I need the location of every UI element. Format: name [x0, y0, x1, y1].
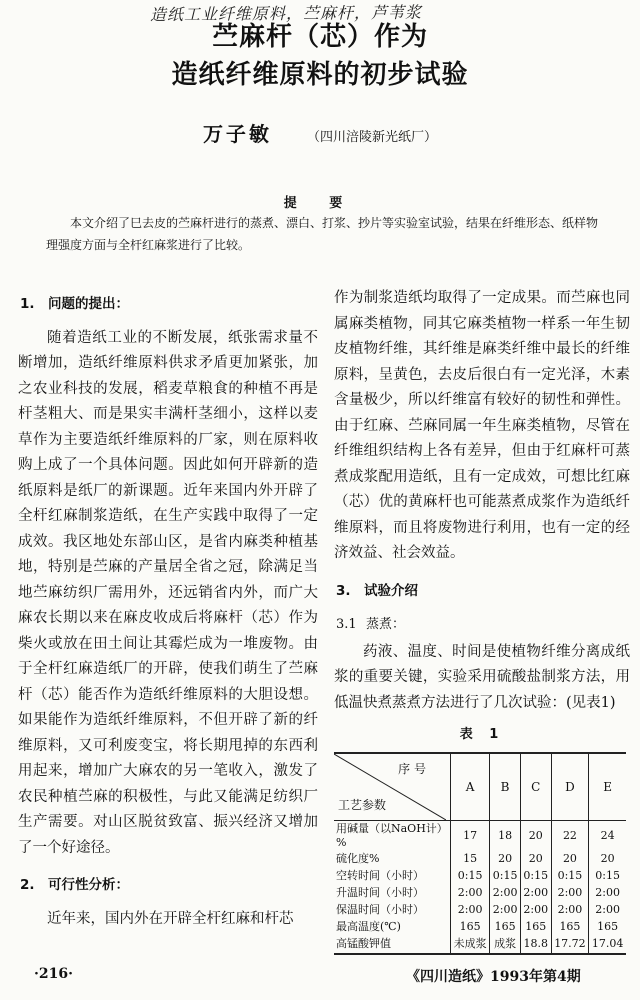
- column-header: A: [451, 753, 490, 821]
- page-number: ·216·: [34, 966, 73, 982]
- table-cell: 未成浆: [451, 936, 490, 954]
- table-cell: 0:15: [589, 868, 626, 885]
- table-cell: 2:00: [490, 885, 521, 902]
- table-cell: 2:00: [520, 885, 551, 902]
- subsection-title: 蒸煮：: [366, 617, 406, 632]
- table-row: [334, 919, 626, 936]
- section-heading-2: [20, 873, 318, 899]
- table-cell: 20: [520, 820, 551, 851]
- table-row: [334, 868, 626, 885]
- paragraph-feasibility-start: 近年来，国内外在开辟全杆红麻和杆芯: [47, 910, 294, 927]
- journal-citation: 《四川造纸》1993年第4期: [406, 969, 581, 985]
- section-number: 1.: [20, 296, 35, 312]
- table-cell: 2:00: [490, 902, 521, 919]
- title-block: [0, 18, 640, 94]
- row-label: 高锰酸钾值: [334, 936, 451, 954]
- paragraph-feasibility-continued: 作为制浆造纸均取得了一定成果。而苎麻也同属麻类植物，同其它麻类植物一样系一年生韧皮植物纤维，其纤维是麻类纤维中最长的纤维原料，呈黄色，去皮后很白有一定光泽，木素含量极少，所以纤维富有较好的韧性和弹性。由于红麻、苎麻同属一年生麻类植物，尽管在纤维组织结构上各有差异，但由于红麻杆可蒸煮成浆配用造纸，且有一定成效，可想比红麻（芯）优的黄麻杆也可能蒸煮成浆作为造纸纤维原料，而且将废物进行利用，也有一定的经济效益、社会效益。: [334, 290, 630, 561]
- table-cell: 2:00: [551, 902, 589, 919]
- author-affiliation: （四川涪陵新光纸厂）: [307, 130, 438, 145]
- title-line-1: 苎麻杆（芯）作为: [211, 22, 428, 52]
- right-column: [334, 284, 630, 955]
- table-cell: 15: [451, 851, 490, 868]
- abstract-heading: 提 要: [283, 196, 357, 211]
- column-header: E: [589, 753, 626, 821]
- column-header: B: [490, 753, 521, 821]
- section-heading-3: [336, 579, 630, 605]
- table-cell: 2:00: [451, 885, 490, 902]
- table-row: [334, 851, 626, 868]
- table-cell: 24: [589, 820, 626, 851]
- title-line-2: 造纸纤维原料的初步试验: [171, 60, 469, 90]
- table-row: [334, 885, 626, 902]
- table-cell: 17.72: [551, 936, 589, 954]
- table-cell: 20: [520, 851, 551, 868]
- table-cell: 2:00: [589, 902, 626, 919]
- author-row: [0, 118, 640, 147]
- corner-label-top: 序 号: [398, 761, 426, 776]
- table-row: [334, 820, 626, 851]
- table-cell: 0:15: [451, 868, 490, 885]
- table-cell: 18.8: [520, 936, 551, 954]
- table-cell: 20: [551, 851, 589, 868]
- row-label: 升温时间（小时）: [336, 886, 424, 899]
- table-cell: 0:15: [520, 868, 551, 885]
- abstract-text: 本文介绍了巳去皮的苎麻杆进行的蒸煮、漂白、打浆、抄片等实验室试验，结果在纤维形态、纸样物理强度方面与全杆红麻浆进行了比较。: [46, 216, 599, 252]
- table-cell: 成浆: [490, 936, 521, 954]
- table-row: [334, 936, 626, 954]
- handwritten-annotation: 造纸工业纤维原料，苎麻杆，芦苇浆: [149, 2, 423, 25]
- table-cell: 165: [589, 919, 626, 936]
- table-cell: 20: [589, 851, 626, 868]
- table-cell: 165: [520, 919, 551, 936]
- row-label: 空转时间（小时）: [336, 869, 424, 882]
- cooking-parameters-table: [334, 752, 626, 955]
- section-title: 可行性分析：: [48, 877, 129, 893]
- table-cell: 18: [490, 820, 521, 851]
- table-corner-cell: [334, 753, 451, 821]
- corner-label-bottom: 工艺参数: [338, 797, 387, 812]
- row-label: 用碱量（以NaOH计）%: [336, 821, 448, 849]
- table-caption: 表 1: [459, 727, 505, 742]
- section-number: 3.: [336, 582, 351, 599]
- table-cell: 0:15: [490, 868, 521, 885]
- table-row: [334, 902, 626, 919]
- subsection-heading-3-1: [336, 612, 630, 638]
- table-cell: 22: [551, 820, 589, 851]
- row-label: 硫化度%: [336, 852, 380, 865]
- table-cell: 0:15: [551, 868, 589, 885]
- table-cell: 20: [490, 851, 521, 868]
- table-cell: 165: [451, 919, 490, 936]
- section-title: 问题的提出：: [48, 296, 129, 312]
- table-header-row: [334, 753, 626, 821]
- section-heading-1: [20, 292, 318, 318]
- row-label: 最高温度(℃): [336, 920, 401, 933]
- author-name: 万子敏: [202, 122, 272, 146]
- table-cell: 2:00: [451, 902, 490, 919]
- table-cell: 165: [490, 919, 521, 936]
- paragraph-problem: 随着造纸工业的不断发展，纸张需求量不断增加，造纸纤维原料供求矛盾更加紧张，加之农业科技的发展，稻麦草粮食的种植不再是杆茎粗大、而是果实丰满杆茎细小，这样以麦草作为主要造纸纤维原料的厂家，则在原料收购上成了一个具体问题。因此如何开辟新的造纸原料是纸厂的新课题。近年来国内外开辟了全杆红麻制浆造纸，在生产实践中取得了一定成效。我区地处东部山区，是省内麻类种植基地，特别是苎麻的产量居全省之冠，除满足当地苎麻纺织厂需用外，还远销省内外，而广大麻农长期以来在麻皮收成后将麻杆（芯）作为柴火或放在田土间让其霉烂成为一堆废物。由于全杆红麻造纸厂的开辟，使我们萌生了苎麻杆（芯）能否作为造纸纤维原料的大胆设想。如果能作为造纸纤维原料，不但开辟了新的纤维原料，又可利废变宝，将长期甩掉的东西利用起来，增加广大麻农的另一笔收入，激发了农民种植苎麻的积极性，与此又能满足纺织厂生产需要。对山区脱贫致富、振兴经济又增加了一个好途径。: [18, 329, 318, 856]
- table-cell: 17.04: [589, 936, 626, 954]
- table-cell: 2:00: [589, 885, 626, 902]
- section-number: 2.: [20, 877, 35, 893]
- table-cell: 2:00: [520, 902, 551, 919]
- row-label: 保温时间（小时）: [336, 903, 424, 916]
- column-header: D: [551, 753, 589, 821]
- table-cell: 165: [551, 919, 589, 936]
- section-title: 试验介绍: [364, 582, 418, 599]
- subsection-number: 3.1: [336, 617, 357, 632]
- table-cell: 17: [451, 820, 490, 851]
- left-column: [18, 284, 318, 932]
- table-cell: 2:00: [551, 885, 589, 902]
- column-header: C: [520, 753, 551, 821]
- paragraph-cooking: 药液、温度、时间是使植物纤维分离成纸浆的重要关键，实验采用硫酸盐制浆方法，用低温快煮蒸煮方法进行了几次试验：(见表1): [334, 643, 630, 711]
